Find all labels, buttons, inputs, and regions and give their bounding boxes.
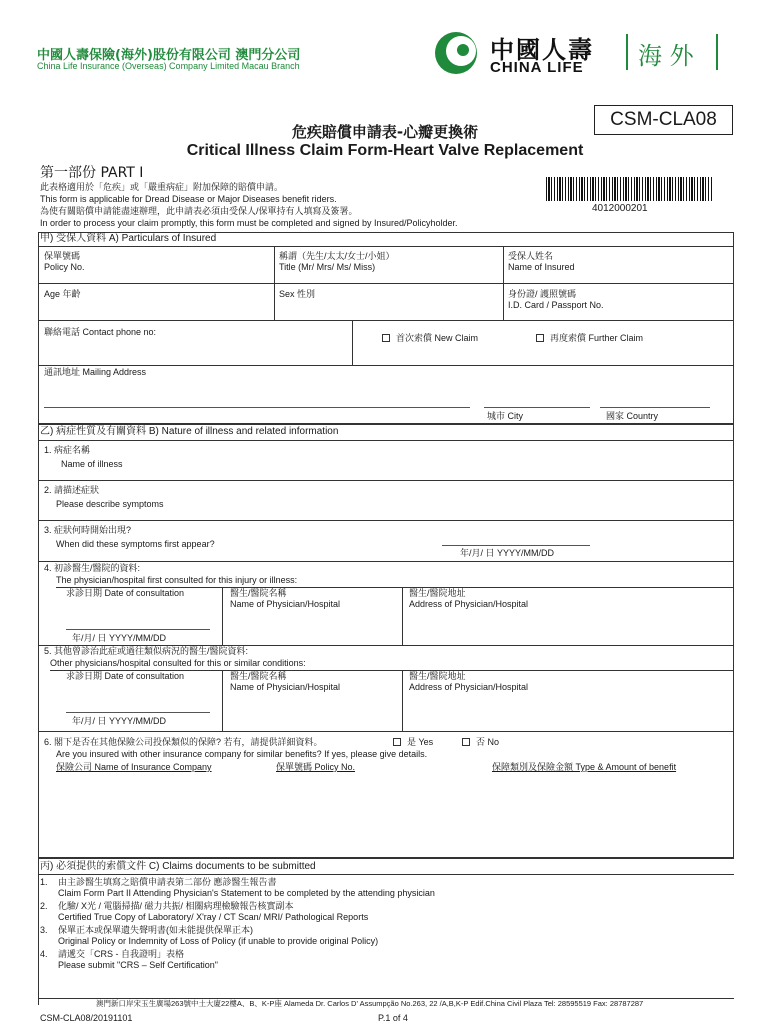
physician-address-2[interactable] xyxy=(409,671,528,693)
no-box[interactable] xyxy=(462,738,470,746)
physician-name-1-zh: 醫生/醫院名稱 xyxy=(230,588,287,598)
doc-zh: 請遞交「CRS - 自我證明」表格 xyxy=(58,949,185,959)
doc-zh: 保單正本或保單遺失聲明書(如未能提供保單正本) xyxy=(58,925,253,935)
logo-text-en: CHINA LIFE xyxy=(490,59,584,76)
illness-name-field[interactable] xyxy=(44,445,123,470)
physician-name-2-zh: 醫生/醫院名稱 xyxy=(230,671,287,681)
title-label-zh: 稱謂（先生/太太/女士/小姐） xyxy=(279,251,395,261)
footer-code: CSM-CLA08/20191101 xyxy=(40,1013,133,1023)
q5-label-en: Other physicians/hospital consulted for this or similar conditions: xyxy=(50,658,306,668)
physician-address-2-en: Address of Physician/Hospital xyxy=(409,682,529,692)
doc-num: 2. xyxy=(40,901,48,911)
consult-date-2[interactable]: 求診日期 Date of consultation xyxy=(66,671,185,681)
q2-label-en: Please describe symptoms xyxy=(56,499,164,509)
physician-address-2-zh: 醫生/醫院地址 xyxy=(409,671,466,681)
new-claim-checkbox[interactable] xyxy=(382,333,478,344)
doc-en: Please submit "CRS – Self Certification" xyxy=(58,960,218,970)
further-claim-checkbox[interactable] xyxy=(536,333,643,344)
q6-label-zh: 6. 閣下是否在其他保險公司投保類似的保障? 若有，請提供詳細資料。 xyxy=(44,737,323,747)
doc-en: Claim Form Part II Attending Physician's Statement to be completed by the attending physician xyxy=(58,888,435,898)
physician-name-1-en: Name of Physician/Hospital xyxy=(230,599,341,609)
doc-num: 4. xyxy=(40,949,48,959)
no-label: 否 No xyxy=(476,737,500,747)
benefit-column: 保障類別及保險金額 Type & Amount of benefit xyxy=(492,762,677,772)
consult-date-2-format: 年/月/ 日 YYYY/MM/DD xyxy=(72,716,167,726)
title-en: Critical Illness Claim Form-Heart Valve Replacement xyxy=(186,142,584,159)
yes-box[interactable] xyxy=(393,738,401,746)
insured-name-label-zh: 受保人姓名 xyxy=(508,251,554,261)
doc-item xyxy=(40,901,730,925)
q4-label-zh: 4. 初診醫生/醫院的資料: xyxy=(44,563,141,573)
physician-name-1[interactable] xyxy=(230,588,340,610)
id-label-zh: 身份證/ 護照號碼 xyxy=(508,289,577,299)
id-label-en: I.D. Card / Passport No. xyxy=(508,300,604,310)
insured-name-label-en: Name of Insured xyxy=(508,262,575,272)
q1-label-en: Name of illness xyxy=(61,459,123,469)
sex-field[interactable]: Sex 性別 xyxy=(279,289,316,299)
consult-date-1[interactable]: 求診日期 Date of consultation xyxy=(66,588,185,598)
id-field[interactable] xyxy=(508,289,604,311)
barcode xyxy=(546,177,712,201)
yes-label: 是 Yes xyxy=(407,737,434,747)
title-field[interactable] xyxy=(279,251,395,273)
further-claim-box[interactable] xyxy=(536,334,544,342)
q3-label-zh: 3. 症狀何時開始出現? xyxy=(44,525,132,535)
q5-label-zh: 5. 其他曾診治此症或過往類似病況的醫生/醫院資料: xyxy=(44,646,249,656)
mailing-address-field[interactable]: 通訊地址 Mailing Address xyxy=(44,367,147,377)
consult-date-1-line[interactable] xyxy=(66,629,210,630)
q2-label-zh: 2. 請描述症狀 xyxy=(44,485,100,495)
policy-no-label-zh: 保單號碼 xyxy=(44,251,81,261)
symptoms-field[interactable] xyxy=(44,485,164,510)
consult-date-1-format: 年/月/ 日 YYYY/MM/DD xyxy=(72,633,167,643)
new-claim-label: 首次索償 New Claim xyxy=(396,333,479,343)
company-name-zh: 中國人壽保險(海外)股份有限公司 澳門分公司 xyxy=(37,48,301,63)
q3-label-en: When did these symptoms first appear? xyxy=(56,539,215,549)
docs-list xyxy=(40,877,730,973)
insurer-column: 保險公司 Name of Insurance Company xyxy=(56,762,212,772)
physician-name-2-en: Name of Physician/Hospital xyxy=(230,682,341,692)
consult-date-2-line[interactable] xyxy=(66,712,210,713)
logo-overseas: 海 外 xyxy=(638,42,694,70)
form-code-box: CSM-CLA08 xyxy=(594,105,733,135)
intro-line2-en: In order to process your claim promptly, this form must be completed and signed by Insured/Policyholder. xyxy=(40,218,458,228)
china-life-emblem-icon xyxy=(432,30,482,76)
country-line[interactable] xyxy=(600,407,710,408)
q4-label-en: The physician/hospital first consulted for this injury or illness: xyxy=(56,575,298,585)
section-b-title: 乙) 病症性質及有關資料 B) Nature of illness and related information xyxy=(40,426,339,437)
contact-phone-field[interactable]: 聯絡電話 Contact phone no: xyxy=(44,327,157,337)
city-line[interactable] xyxy=(484,407,590,408)
doc-item xyxy=(40,925,730,949)
title-label-en: Title (Mr/ Mrs/ Ms/ Miss) xyxy=(279,262,376,272)
new-claim-box[interactable] xyxy=(382,334,390,342)
page-number: P.1 of 4 xyxy=(378,1013,408,1023)
age-field[interactable]: Age 年齡 xyxy=(44,289,81,299)
q6-label-en: Are you insured with other insurance company for similar benefits? If yes, please give details. xyxy=(56,749,428,759)
insured-name-field[interactable] xyxy=(508,251,575,273)
country-label: 國家 Country xyxy=(606,411,659,421)
symptom-onset-field[interactable] xyxy=(44,525,215,550)
intro-line2-zh: 為使有關賠償申請能盡速辦理，此申請表必須由受保人/保單持有人填寫及簽署。 xyxy=(40,206,358,216)
other-insurance-no[interactable] xyxy=(462,737,499,748)
footer-address: 澳門新口岸宋玉生廣場263號中土大廈22樓A、B、K-P座 Alameda Dr. Carlos D' Assumpção No.263, 22 /A,B,K-P Edif.China Civil Plaza Tel: 28595519 Fax: 28787287 xyxy=(96,999,644,1008)
other-insurance-yes[interactable] xyxy=(393,737,433,748)
section-a-title: 甲) 受保人資料 A) Particulars of Insured xyxy=(40,233,217,244)
intro-line1-zh: 此表格適用於「危疾」或「嚴重病症」附加保障的賠償申請。 xyxy=(40,182,284,192)
onset-date-format: 年/月/ 日 YYYY/MM/DD xyxy=(460,548,555,558)
logo-divider-right xyxy=(716,34,718,70)
doc-zh: 化驗/ X光 / 電腦掃描/ 磁力共振/ 相關病理檢驗報告核實副本 xyxy=(58,901,294,911)
doc-num: 3. xyxy=(40,925,48,935)
intro-line1-en: This form is applicable for Dread Disease or Major Diseases benefit riders. xyxy=(40,194,337,204)
title-zh: 危疾賠償申請表-心瓣更換術 xyxy=(291,123,479,141)
logo-text-zh: 中國人壽 xyxy=(490,36,594,64)
doc-item xyxy=(40,949,730,973)
address-line[interactable] xyxy=(44,407,470,408)
part-label: 第一部份 PART I xyxy=(40,165,144,181)
physician-address-1-zh: 醫生/醫院地址 xyxy=(409,588,466,598)
section-c-title: 丙) 必須提供的索償文件 C) Claims documents to be submitted xyxy=(40,861,316,872)
policy-no-label-en: Policy No. xyxy=(44,262,85,272)
doc-en: Original Policy or Indemnity of Loss of Policy (if unable to provide original Policy) xyxy=(58,936,379,946)
physician-address-1[interactable] xyxy=(409,588,528,610)
doc-zh: 由主診醫生填寫之賠償申請表第二部份 應診醫生報告書 xyxy=(58,877,277,887)
china-life-logo xyxy=(432,30,732,76)
physician-address-1-en: Address of Physician/Hospital xyxy=(409,599,529,609)
onset-date-line[interactable] xyxy=(442,545,590,546)
policy-no-field[interactable] xyxy=(44,251,85,273)
company-name-en: China Life Insurance (Overseas) Company Limited Macau Branch xyxy=(37,61,300,71)
policy-no-column: 保單號碼 Policy No. xyxy=(276,762,356,772)
barcode-number: 4012000201 xyxy=(592,203,648,214)
doc-num: 1. xyxy=(40,877,48,887)
city-label: 城市 City xyxy=(487,411,524,421)
physician-name-2[interactable] xyxy=(230,671,340,693)
further-claim-label: 再度索償 Further Claim xyxy=(550,333,644,343)
q1-label-zh: 1. 病症名稱 xyxy=(44,445,91,455)
doc-item xyxy=(40,877,730,901)
logo-divider xyxy=(626,34,628,70)
doc-en: Certified True Copy of Laboratory/ X'ray / CT Scan/ MRI/ Pathological Reports xyxy=(58,912,369,922)
